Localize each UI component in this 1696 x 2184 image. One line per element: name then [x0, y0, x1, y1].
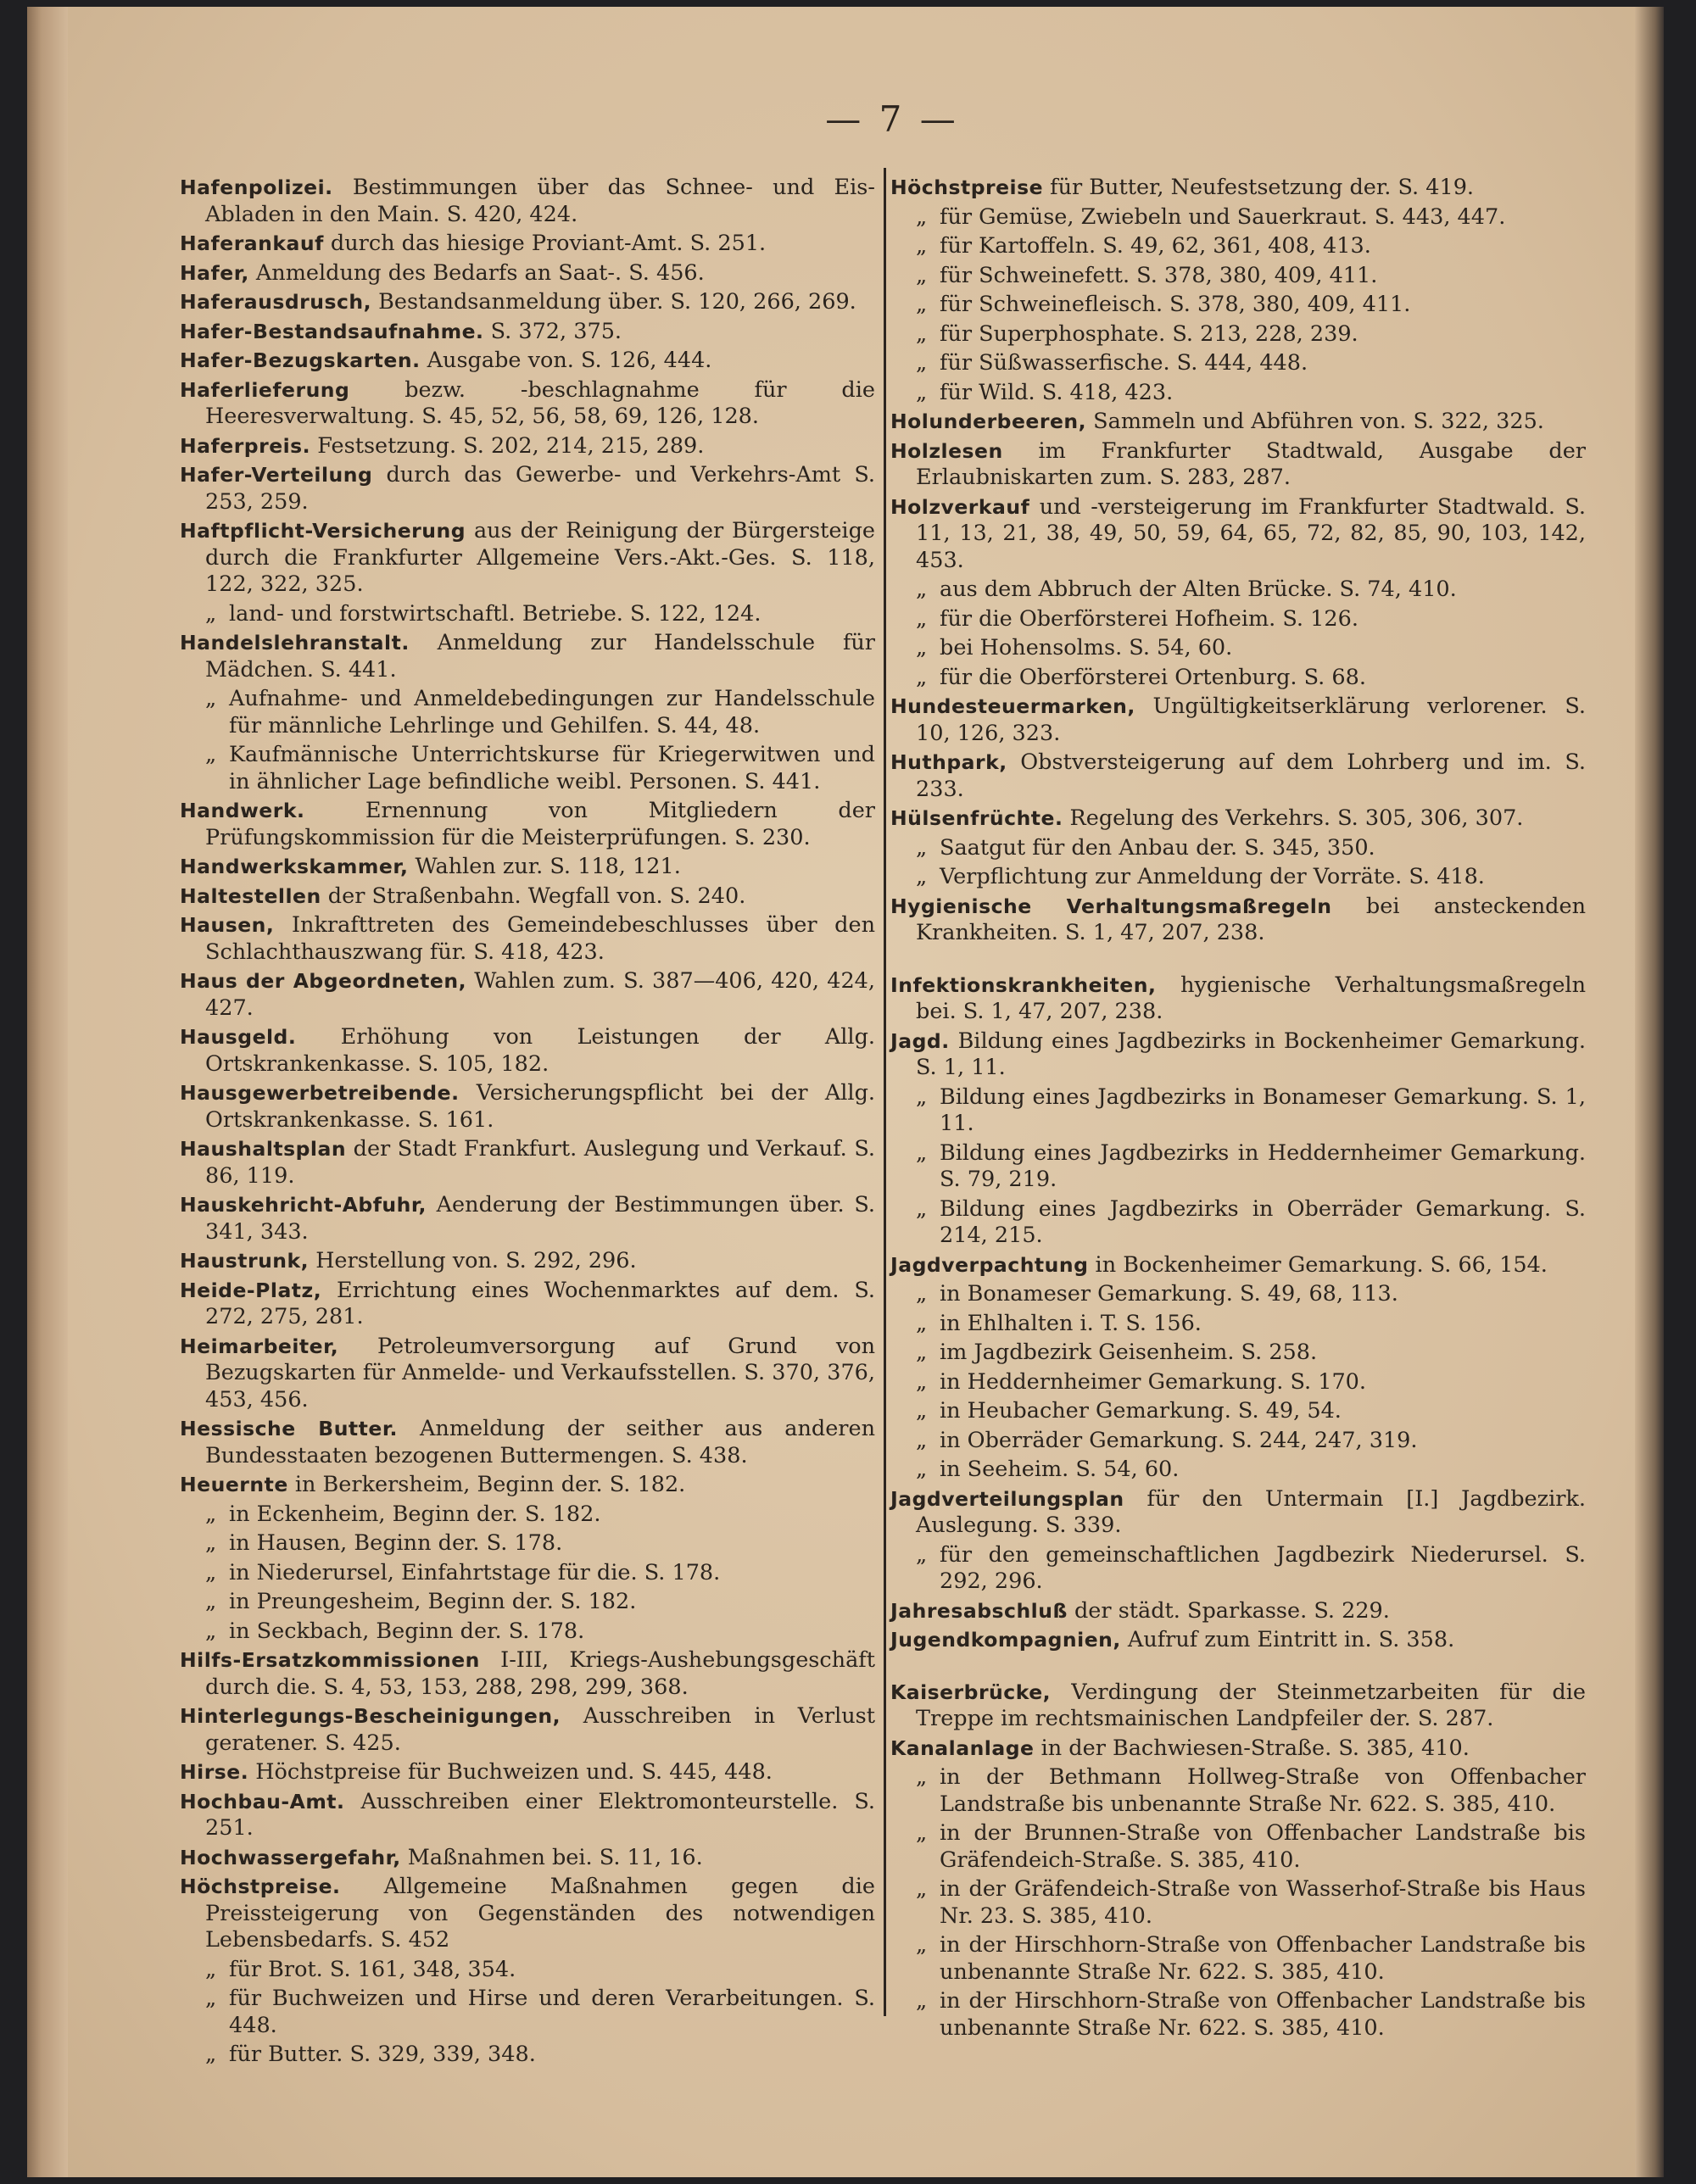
index-entry-text: für Brot. S. 161, 348, 354.: [229, 1956, 516, 1982]
index-headword: Heimarbeiter,: [180, 1334, 339, 1358]
index-entry-text: Bildung eines Jagdbezirks in Oberräder Gemarkung. S. 214, 215.: [940, 1195, 1586, 1248]
index-headword: Hilfs-Ersatzkommissionen: [180, 1648, 480, 1672]
index-subentry: [890, 1369, 1586, 1396]
ditto-mark: „: [205, 2042, 217, 2067]
index-entry: [180, 1024, 875, 1078]
index-subentry: [890, 1820, 1586, 1874]
index-entry-text: für die Oberförsterei Hofheim. S. 126.: [940, 605, 1358, 632]
index-entry: [180, 1334, 875, 1414]
index-subentry: [180, 1502, 875, 1529]
index-entry-text: in Heubacher Gemarkung. S. 49, 54.: [940, 1398, 1342, 1424]
index-headword: Hausen,: [180, 913, 275, 937]
index-entry-text: in Niederursel, Einfahrtstage für die. S. 178.: [229, 1559, 721, 1585]
index-entry-text: Anmeldung der seither aus anderen Bundesstaaten bezogenen Buttermengen. S. 438.: [205, 1416, 875, 1468]
index-headword: Handwerk.: [180, 799, 305, 822]
index-subentry: [890, 1311, 1586, 1338]
index-entry-text: aus dem Abbruch der Alten Brücke. S. 74, 410.: [940, 577, 1457, 602]
ditto-mark: „: [916, 350, 928, 376]
index-entry-text: Wahlen zum. S. 387—406, 420, 424, 427.: [205, 968, 875, 1021]
index-subentry: [180, 1560, 875, 1587]
index-entry-text: bei ansteckenden Krankheiten. S. 1, 47, 207, 238.: [916, 893, 1586, 945]
index-headword: Haftpflicht-Versicherung: [180, 519, 466, 543]
index-entry: [180, 854, 875, 881]
index-entry-text: hygienische Verhaltungsmaßregeln bei. S. 1, 47, 207, 238.: [916, 972, 1586, 1024]
index-entry-text: in der Bachwiesen-Straße. S. 385, 410.: [1034, 1735, 1470, 1761]
index-entry-text: bei Hohensolms. S. 54, 60.: [940, 635, 1233, 660]
index-headword: Jagd.: [890, 1028, 950, 1053]
ditto-mark: „: [916, 664, 928, 690]
index-subentry: [890, 380, 1586, 407]
index-subentry: [890, 635, 1586, 662]
index-entry-text: in Heddernheimer Gemarkung. S. 170.: [940, 1368, 1367, 1395]
index-entry: [180, 1472, 875, 1499]
ditto-mark: „: [205, 1986, 217, 2011]
index-entry: [180, 1759, 875, 1786]
index-entry-text: Versicherungspflicht bei der Allg. Ortskrankenkasse. S. 161.: [205, 1080, 875, 1133]
index-entry-text: in Seckbach, Beginn der. S. 178.: [229, 1618, 585, 1644]
index-entry-text: für Butter, Neufestsetzung der. S. 419.: [1043, 175, 1475, 200]
index-entry-text: im Frankfurter Stadtwald, Ausgabe der Erlaubniskarten zum. S. 283, 287.: [916, 437, 1586, 490]
index-headword: Haushaltsplan: [180, 1137, 347, 1161]
index-headword: Holzlesen: [890, 438, 1003, 463]
index-entry-text: Maßnahmen bei. S. 11, 16.: [400, 1844, 703, 1870]
ditto-mark: „: [916, 1541, 928, 1568]
index-entry-text: Verdingung der Steinmetzarbeiten für die Treppe im rechtsmainischen Landpfeiler der. S. 287.: [916, 1679, 1586, 1731]
index-entry-text: Festsetzung. S. 202, 214, 215, 289.: [310, 432, 705, 459]
index-entry-text: für Süßwasserfische. S. 444, 448.: [940, 350, 1308, 376]
index-entry-text: in der Hirschhorn-Straße von Offenbacher Landstraße bis unbenannte Straße Nr. 622. S. 385, 410.: [940, 1988, 1586, 2041]
ditto-mark: „: [205, 686, 217, 711]
index-entry: [890, 1627, 1586, 1654]
index-entry-text: Inkrafttreten des Gemeindebeschlusses über den Schlachthauszwang für. S. 418, 423.: [205, 912, 875, 965]
left-index-column: [180, 175, 875, 2071]
index-entry-text: in Bockenheimer Gemarkung. S. 66, 154.: [1088, 1251, 1548, 1278]
index-subentry: [180, 1618, 875, 1646]
index-subentry: [890, 1398, 1586, 1425]
index-entry: [180, 1845, 875, 1872]
index-subentry: [890, 1764, 1586, 1818]
index-entry-text: in Hausen, Beginn der. S. 178.: [229, 1530, 563, 1556]
index-subentry: [180, 1589, 875, 1616]
index-entry: [890, 1680, 1586, 1733]
index-headword: Höchstpreise: [890, 176, 1044, 199]
index-headword: Heuernte: [180, 1473, 288, 1496]
index-headword: Haferpreis.: [180, 433, 311, 458]
index-entry: [180, 1192, 875, 1245]
index-headword: Haltestellen: [180, 883, 321, 908]
index-entry-text: der Stadt Frankfurt. Auslegung und Verkauf. S. 86, 119.: [205, 1136, 875, 1189]
index-entry: [180, 518, 875, 599]
index-entry-text: in Eckenheim, Beginn der. S. 182.: [229, 1501, 601, 1527]
index-entry-text: in der Brunnen-Straße von Offenbacher Landstraße bis Gräfendeich-Straße. S. 385, 410.: [940, 1820, 1586, 1873]
index-entry-text: in Preungesheim, Beginn der. S. 182.: [229, 1589, 637, 1614]
ditto-mark: „: [916, 577, 928, 602]
index-entry: [180, 289, 875, 316]
index-entry: [890, 1252, 1586, 1279]
index-entry-text: Bildung eines Jagdbezirks in Bockenheimer Gemarkung. S. 1, 11.: [916, 1028, 1586, 1080]
index-entry-text: Ausschreiben einer Elektromonteurstelle. S. 251.: [205, 1788, 875, 1841]
index-subentry: [890, 1876, 1586, 1930]
index-headword: Hafer,: [180, 260, 249, 285]
index-entry-text: Aufnahme- und Anmeldebedingungen zur Handelsschule für männliche Lehrlinge und Gehilfen. S. 44, 48.: [229, 686, 875, 738]
index-headword: Hauskehricht-Abfuhr,: [180, 1193, 427, 1217]
index-subentry: [890, 1140, 1586, 1194]
index-entry-text: in der Gräfendeich-Straße von Wasserhof-Straße bis Haus Nr. 23. S. 385, 410.: [940, 1876, 1586, 1929]
index-subentry: [890, 665, 1586, 692]
index-entry-text: Höchstpreise für Buchweizen und. S. 445, 448.: [248, 1759, 773, 1785]
index-entry: [890, 805, 1586, 833]
index-headword: Infektionskrankheiten,: [890, 972, 1157, 997]
ditto-mark: „: [916, 1932, 928, 1958]
ditto-mark: „: [205, 1618, 217, 1644]
index-headword: Haferankauf: [180, 231, 324, 255]
ditto-mark: „: [916, 262, 928, 288]
index-entry-text: Obstversteigerung auf dem Lohrberg und im. S. 233.: [916, 749, 1586, 802]
index-entry-text: Ausschreiben in Verlust geratener. S. 425.: [205, 1703, 875, 1756]
index-headword: Heide-Platz,: [180, 1278, 322, 1302]
index-entry-text: für Superphosphate. S. 213, 228, 239.: [940, 320, 1358, 347]
index-headword: Hirse.: [180, 1760, 249, 1784]
index-entry: [180, 1703, 875, 1757]
ditto-mark: „: [916, 834, 928, 861]
ditto-mark: „: [916, 1340, 928, 1365]
ditto-mark: „: [916, 292, 928, 317]
index-entry: [890, 1736, 1586, 1763]
index-entry-text: in der Bethmann Hollweg-Straße von Offenbacher Landstraße bis unbenannte Straße Nr. 622. S. 385, 410.: [940, 1764, 1586, 1817]
ditto-mark: „: [916, 1368, 928, 1395]
index-subentry: [180, 1986, 875, 2039]
index-subentry: [890, 292, 1586, 319]
index-entry: [180, 1080, 875, 1134]
index-entry-text: Erhöhung von Leistungen der Allg. Ortskrankenkasse. S. 105, 182.: [205, 1024, 875, 1077]
index-entry-text: in der Hirschhorn-Straße von Offenbacher Landstraße bis unbenannte Straße Nr. 622. S. 385, 410.: [940, 1932, 1586, 1985]
index-entry-text: Bestimmungen über das Schnee- und Eis-Abladen in den Main. S. 420, 424.: [205, 175, 875, 227]
index-entry-text: bezw. -beschlagnahme für die Heeresverwaltung. S. 45, 52, 56, 58, 69, 126, 128.: [205, 376, 875, 429]
index-entry: [180, 1647, 875, 1701]
index-entry-text: Allgemeine Maßnahmen gegen die Preissteigerung von Gegenständen des notwendigen Lebensbedarfs. S. 452: [205, 1874, 875, 1953]
index-entry: [890, 438, 1586, 492]
index-entry-text: der städt. Sparkasse. S. 229.: [1067, 1597, 1390, 1624]
index-headword: Jagdverpachtung: [890, 1252, 1089, 1277]
index-headword: Kaiserbrücke,: [890, 1680, 1052, 1704]
index-entry-text: Ernennung von Mitgliedern der Prüfungskommission für die Meisterprüfungen. S. 230.: [205, 798, 875, 850]
index-entry: [180, 1278, 875, 1331]
index-subentry: [890, 321, 1586, 348]
index-subentry: [890, 1196, 1586, 1250]
ditto-mark: „: [916, 1139, 928, 1166]
index-entry: [890, 494, 1586, 575]
index-entry-text: durch das hiesige Proviant-Amt. S. 251.: [323, 231, 767, 256]
index-entry-text: Kaufmännische Unterrichtskurse für Kriegerwitwen und in ähnlicher Lage befindliche weibl. Personen. S. 441.: [229, 742, 875, 794]
index-entry-text: land- und forstwirtschaftl. Betriebe. S. 122, 124.: [229, 600, 762, 627]
index-entry-text: für Buchweizen und Hirse und deren Verarbeitungen. S. 448.: [229, 1986, 875, 2038]
index-entry: [180, 231, 875, 258]
index-entry: [180, 883, 875, 911]
index-headword: Hochwassergefahr,: [180, 1845, 401, 1869]
index-entry-text: in Seeheim. S. 54, 60.: [940, 1457, 1180, 1482]
index-entry: [180, 319, 875, 346]
index-headword: Jugendkompagnien,: [890, 1628, 1121, 1652]
index-headword: Höchstpreise.: [180, 1875, 341, 1898]
index-entry: [180, 433, 875, 460]
index-entry: [890, 1028, 1586, 1082]
index-entry-text: Bestandsanmeldung über. S. 120, 266, 269.: [371, 289, 856, 315]
index-entry: [890, 749, 1586, 803]
ditto-mark: „: [916, 1427, 928, 1453]
index-subentry: [890, 1084, 1586, 1138]
index-headword: Hafer-Verteilung: [180, 463, 373, 487]
index-entry: [180, 630, 875, 683]
index-entry: [180, 798, 875, 851]
index-entry-text: Verpflichtung zur Anmeldung der Vorräte. S. 418.: [940, 864, 1485, 889]
index-headword: Holzverkauf: [890, 494, 1030, 519]
index-subentry: [890, 1932, 1586, 1986]
index-subentry: [890, 835, 1586, 862]
index-entry-text: I-III, Kriegs-Aushebungsgeschäft durch die. S. 4, 53, 153, 288, 298, 299, 368.: [205, 1647, 875, 1700]
index-headword: Hafenpolizei.: [180, 176, 333, 199]
index-subentry: [890, 263, 1586, 290]
index-entry: [890, 175, 1586, 202]
ditto-mark: „: [916, 1876, 928, 1902]
ditto-mark: „: [916, 1988, 928, 2014]
index-subentry: [890, 577, 1586, 604]
index-entry: [180, 912, 875, 966]
index-subentry: [890, 1428, 1586, 1455]
index-headword: Haustrunk,: [180, 1249, 310, 1273]
ditto-mark: „: [916, 605, 928, 632]
index-entry-text: für den gemeinschaftlichen Jagdbezirk Niederursel. S. 292, 296.: [940, 1541, 1586, 1594]
index-entry-text: Regelung des Verkehrs. S. 305, 306, 307.: [1063, 805, 1524, 831]
ditto-mark: „: [916, 1398, 928, 1424]
index-headword: Hausgeld.: [180, 1025, 297, 1049]
index-entry: [180, 462, 875, 515]
ditto-mark: „: [205, 1559, 217, 1585]
index-entry-text: in Ehlhalten i. T. S. 156.: [940, 1310, 1202, 1336]
index-headword: Hinterlegungs-Bescheinigungen,: [180, 1704, 561, 1728]
index-entry-text: in Bonameser Gemarkung. S. 49, 68, 113.: [940, 1281, 1398, 1306]
index-entry-text: Sammeln und Abführen von. S. 322, 325.: [1086, 409, 1544, 434]
index-entry-text: Anmeldung zur Handelsschule für Mädchen. S. 441.: [205, 630, 875, 682]
index-subentry: [890, 864, 1586, 891]
index-entry: [180, 1416, 875, 1469]
index-entry-text: Saatgut für den Anbau der. S. 345, 350.: [940, 834, 1375, 861]
index-headword: Kanalanlage: [890, 1736, 1035, 1760]
ditto-mark: „: [205, 1530, 217, 1556]
index-entry-text: der Straßenbahn. Wegfall von. S. 240.: [321, 883, 746, 909]
index-headword: Haferlieferung: [180, 377, 350, 402]
index-entry-text: Ungültigkeitserklärung verlorener. S. 10, 126, 323.: [916, 694, 1586, 746]
ditto-mark: „: [916, 203, 928, 230]
index-entry-text: für die Oberförsterei Ortenburg. S. 68.: [940, 664, 1366, 690]
index-entry-text: für Kartoffeln. S. 49, 62, 361, 408, 413.: [940, 233, 1371, 259]
index-subentry: [890, 1281, 1586, 1308]
index-entry-text: Bildung eines Jagdbezirks in Heddernheimer Gemarkung. S. 79, 219.: [940, 1139, 1586, 1192]
index-entry: [890, 1486, 1586, 1540]
page-number: — 7 —: [825, 98, 959, 140]
ditto-mark: „: [916, 1310, 928, 1336]
ditto-mark: „: [205, 600, 217, 627]
ditto-mark: „: [916, 1820, 928, 1846]
ditto-mark: „: [205, 1956, 217, 1982]
index-subentry: [890, 350, 1586, 377]
index-entry-text: S. 372, 375.: [483, 318, 622, 344]
index-entry-text: Wahlen zur. S. 118, 121.: [408, 854, 681, 879]
index-entry-text: für Schweinefett. S. 378, 380, 409, 411.: [940, 262, 1378, 288]
index-headword: Haferausdrusch,: [180, 290, 372, 314]
index-entry-text: durch das Gewerbe- und Verkehrs-Amt S. 253, 259.: [205, 462, 875, 515]
index-entry: [890, 972, 1586, 1026]
index-entry: [890, 894, 1586, 947]
ditto-mark: „: [916, 1457, 928, 1482]
index-entry-text: für den Untermain [I.] Jagdbezirk. Auslegung. S. 339.: [916, 1485, 1586, 1538]
index-headword: Huthpark,: [890, 750, 1007, 774]
index-entry: [180, 377, 875, 431]
ditto-mark: „: [916, 864, 928, 889]
ditto-mark: „: [205, 1589, 217, 1614]
index-subentry: [180, 742, 875, 795]
index-entry-text: Petroleumversorgung auf Grund von Bezugskarten für Anmelde- und Verkaufsstellen. S. 370, 376, 453, 456.: [205, 1333, 875, 1412]
index-entry-text: Anmeldung des Bedarfs an Saat-. S. 456.: [248, 259, 705, 286]
index-headword: Hochbau-Amt.: [180, 1789, 345, 1814]
index-subentry: [890, 1988, 1586, 2042]
index-entry-text: Aenderung der Bestimmungen über. S. 341, 343.: [205, 1192, 875, 1245]
ditto-mark: „: [205, 742, 217, 767]
index-headword: Hygienische Verhaltungsmaßregeln: [890, 894, 1332, 918]
index-headword: Hafer-Bezugskarten.: [180, 348, 421, 372]
index-entry-text: Herstellung von. S. 292, 296.: [309, 1248, 637, 1273]
index-subentry: [890, 1340, 1586, 1367]
page-edge: [1635, 7, 1664, 2177]
ditto-mark: „: [916, 320, 928, 347]
index-entry-text: in Berkersheim, Beginn der. S. 182.: [287, 1472, 686, 1497]
index-entry-text: Aufruf zum Eintritt in. S. 358.: [1120, 1627, 1455, 1652]
ditto-mark: „: [916, 1281, 928, 1306]
index-headword: Hundesteuermarken,: [890, 694, 1135, 718]
index-entry: [180, 1136, 875, 1190]
index-subentry: [890, 233, 1586, 260]
index-entry: [890, 1598, 1586, 1625]
ditto-mark: „: [916, 635, 928, 660]
ditto-mark: „: [916, 1764, 928, 1790]
index-subentry: [890, 1542, 1586, 1596]
index-entry-text: Bildung eines Jagdbezirks in Bonameser Gemarkung. S. 1, 11.: [940, 1084, 1586, 1136]
index-entry-text: in Oberräder Gemarkung. S. 244, 247, 319.: [940, 1427, 1418, 1453]
index-entry-text: für Wild. S. 418, 423.: [940, 379, 1174, 405]
index-entry: [180, 348, 875, 375]
index-entry-text: Errichtung eines Wochenmarktes auf dem. S. 272, 275, 281.: [205, 1277, 875, 1329]
ditto-mark: „: [916, 379, 928, 405]
book-page: [27, 7, 1664, 2177]
index-headword: Haus der Abgeordneten,: [180, 969, 467, 993]
index-entry: [180, 1789, 875, 1842]
index-entry: [180, 1248, 875, 1275]
ditto-mark: „: [205, 1501, 217, 1527]
index-entry-text: für Butter. S. 329, 339, 348.: [229, 2042, 536, 2067]
index-subentry: [180, 601, 875, 628]
index-headword: Hafer-Bestandsaufnahme.: [180, 319, 484, 343]
index-subentry: [890, 606, 1586, 633]
index-entry: [890, 694, 1586, 747]
ditto-mark: „: [916, 1195, 928, 1222]
index-entry-text: für Gemüse, Zwiebeln und Sauerkraut. S. 443, 447.: [940, 203, 1506, 230]
index-headword: Hessische Butter.: [180, 1417, 398, 1440]
ditto-mark: „: [916, 233, 928, 259]
index-subentry: [890, 204, 1586, 231]
right-index-column: [890, 175, 1586, 2044]
index-entry-text: im Jagdbezirk Geisenheim. S. 258.: [940, 1340, 1318, 1365]
index-subentry: [180, 1957, 875, 1984]
index-entry: [180, 175, 875, 228]
index-subentry: [890, 1457, 1586, 1484]
index-entry-text: und -versteigerung im Frankfurter Stadtwald. S. 11, 13, 21, 38, 49, 50, 59, 64, 65, 72, 82, 85, 90, 103, 142, 453.: [916, 493, 1586, 573]
index-entry: [180, 1874, 875, 1954]
index-headword: Jahresabschluß: [890, 1598, 1068, 1623]
index-subentry: [180, 2042, 875, 2069]
index-entry: [180, 260, 875, 287]
index-entry-text: aus der Reinigung der Bürgersteige durch die Frankfurter Allgemeine Vers.-Akt.-Ges. S. 118, 122, 322, 325.: [205, 518, 875, 597]
index-entry: [180, 968, 875, 1022]
book-spine: [27, 7, 68, 2177]
index-headword: Hausgewerbetreibende.: [180, 1081, 460, 1105]
index-headword: Handwerkskammer,: [180, 855, 409, 878]
index-entry-text: für Schweinefleisch. S. 378, 380, 409, 411.: [940, 292, 1411, 317]
index-subentry: [180, 686, 875, 739]
index-headword: Holunderbeeren,: [890, 410, 1087, 433]
index-subentry: [180, 1530, 875, 1557]
ditto-mark: „: [916, 1084, 928, 1110]
index-headword: Hülsenfrüchte.: [890, 806, 1063, 830]
column-divider: [884, 168, 886, 2016]
index-entry-text: Ausgabe von. S. 126, 444.: [420, 348, 712, 373]
index-headword: Jagdverteilungsplan: [890, 1486, 1124, 1511]
index-entry: [890, 409, 1586, 436]
index-headword: Handelslehranstalt.: [180, 631, 410, 655]
